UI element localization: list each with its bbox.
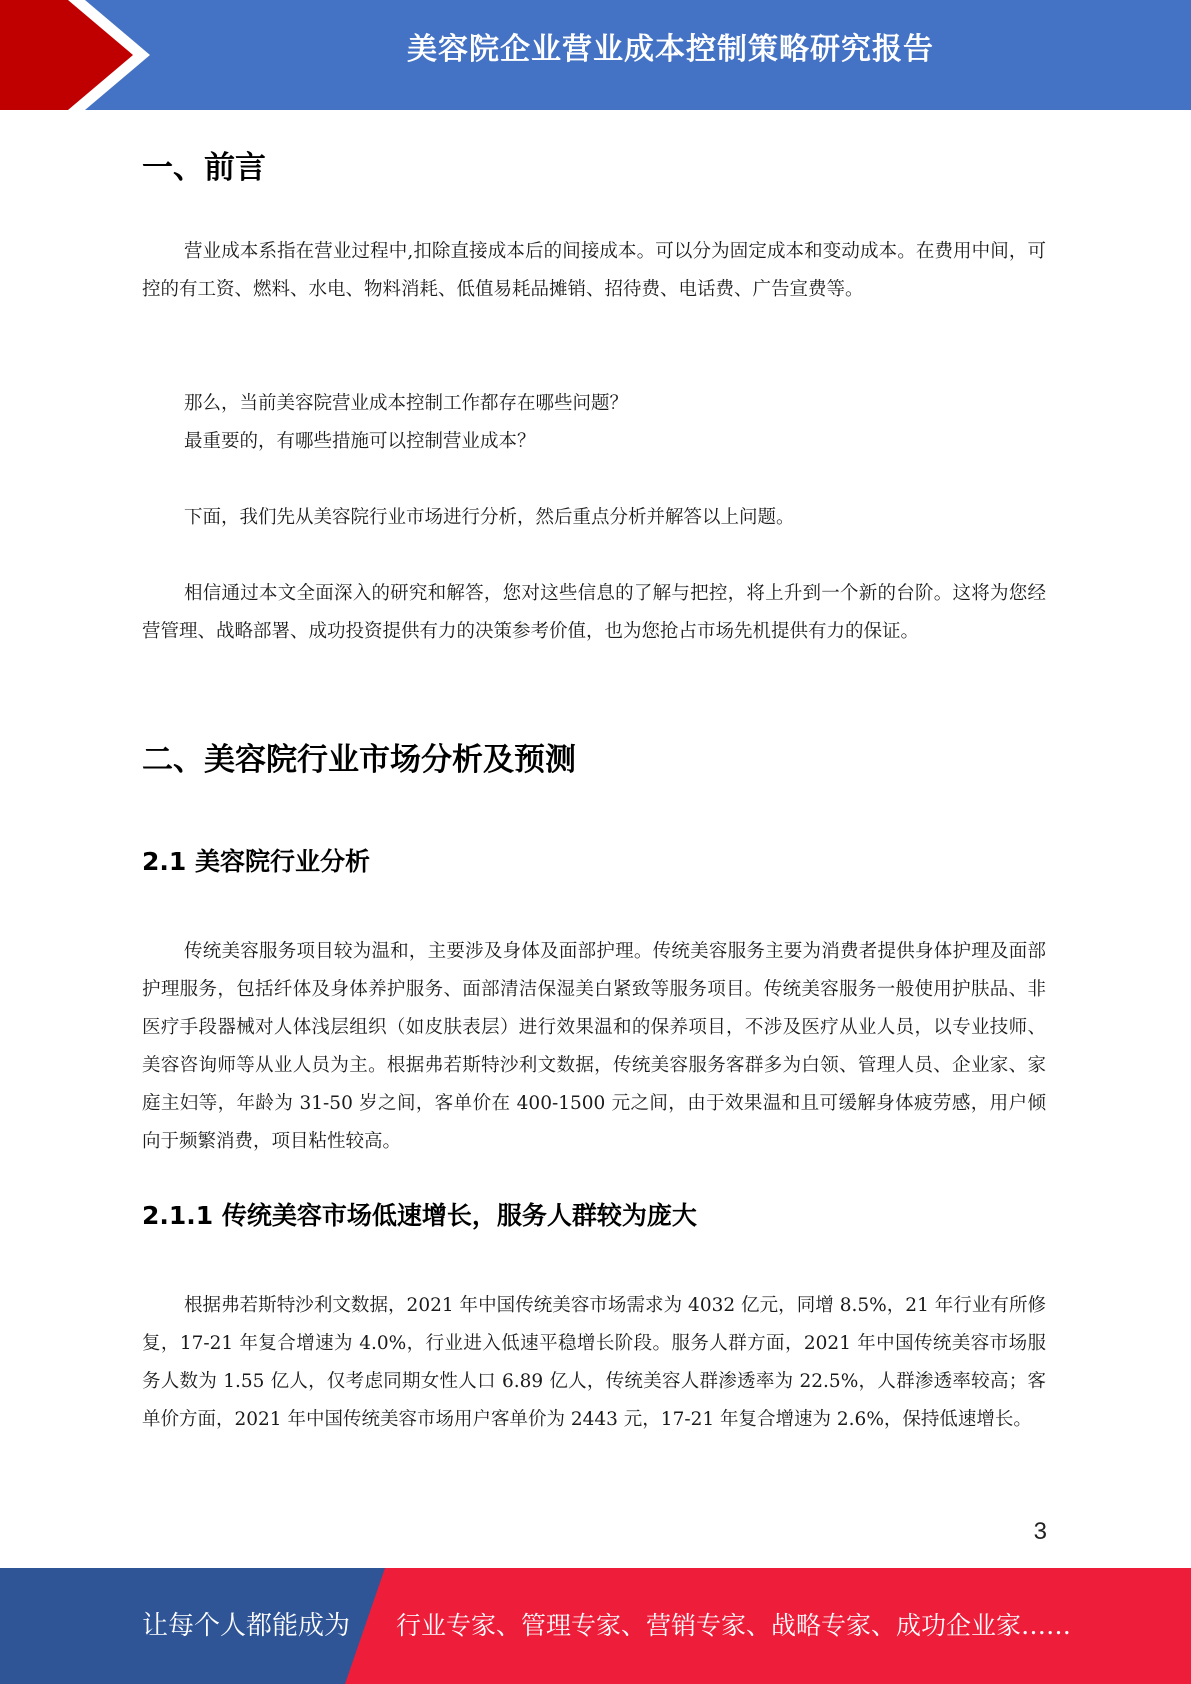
subsection-heading-2-1-1: 2.1.1 传统美容市场低速增长，服务人群较为庞大 <box>142 1201 697 1230</box>
page-footer <box>0 1568 1191 1684</box>
header-chevron-decoration <box>0 0 170 110</box>
footer-slogan-left: 让每个人都能成为 <box>142 1611 351 1641</box>
paragraph-industry-analysis: 传统美容服务项目较为温和，主要涉及身体及面部护理。传统美容服务主要为消费者提供身体护理及面部护理服务，包括纤体及身体养护服务、面部清洁保湿美白紧致等服务项目。传统美容服务一般使用护肤品、非医疗手段器械对人体浅层组织（如皮肤表层）进行效果温和的保养项目，不涉及医疗从业人员，以专业技师、美容咨询师等从业人员为主。根据弗若斯特沙利文数据，传统美容服务客群多为白领、管理人员、企业家、家庭主妇等，年龄为 31-50 岁之间，客单价在 400-1500 元之间，由于效果温和且可缓解身体疲劳感，用户倾向于频繁消费，项目粘性较高。 <box>142 941 1046 1152</box>
question-line-1: 那么，当前美容院营业成本控制工作都存在哪些问题？ <box>184 393 629 414</box>
page-header <box>0 0 1191 110</box>
report-title: 美容院企业营业成本控制策略研究报告 <box>407 32 934 67</box>
paragraph-value-statement: 相信通过本文全面深入的研究和解答，您对这些信息的了解与把控，将上升到一个新的台阶。这将为您经营管理、战略部署、成功投资提供有力的决策参考价值，也为您抢占市场先机提供有力的保证。 <box>142 583 1046 642</box>
page-number: 3 <box>1033 1518 1047 1545</box>
paragraph-cost-definition: 营业成本系指在营业过程中,扣除直接成本后的间接成本。可以分为固定成本和变动成本。在费用中间，可控的有工资、燃料、水电、物料消耗、低值易耗品摊销、招待费、电话费、广告宣费等。 <box>142 241 1046 300</box>
subsection-heading-2-1: 2.1 美容院行业分析 <box>142 847 370 876</box>
paragraph-market-growth: 根据弗若斯特沙利文数据，2021 年中国传统美容市场需求为 4032 亿元，同增 8.5%，21 年行业有所修复，17-21 年复合增速为 4.0%，行业进入低速平稳增长阶段。服务人群方面，2021 年中国传统美容市场服务人数为 1.55 亿人，仅考虑同期女性人口 6.89 亿人，传统美容人群渗透率为 22.5%，人群渗透率较高；客单价方面，2021 年中国传统美容市场用户客单价为 2443 元，17-21 年复合增速为 2.6%，保持低速增长。 <box>142 1295 1046 1430</box>
section-heading-market-analysis: 二、美容院行业市场分析及预测 <box>142 742 576 778</box>
footer-slogan-right: 行业专家、管理专家、营销专家、战略专家、成功企业家…… <box>396 1611 1072 1640</box>
paragraph-analysis-intro: 下面，我们先从美容院行业市场进行分析，然后重点分析并解答以上问题。 <box>184 507 795 528</box>
question-line-2: 最重要的，有哪些措施可以控制营业成本？ <box>184 431 536 452</box>
section-heading-preface: 一、前言 <box>142 150 266 186</box>
